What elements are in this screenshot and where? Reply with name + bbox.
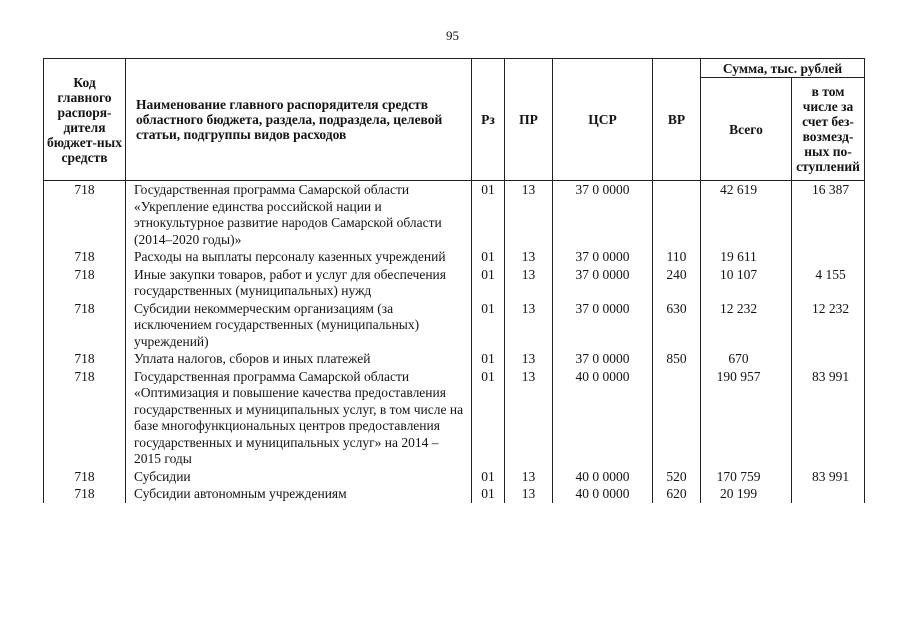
cell-vr: 240	[653, 266, 701, 300]
cell-pr: 13	[505, 350, 553, 368]
cell-code: 718	[44, 468, 126, 486]
cell-name: Субсидии некоммерческим организациям (за исключением государственных (муниципальных) учреждений)	[126, 300, 472, 351]
cell-rz: 01	[472, 350, 505, 368]
header-code: Код главного распоря-дителя бюджет-ных средств	[44, 59, 126, 181]
cell-grant: 12 232	[792, 300, 865, 351]
cell-csr: 37 0 0000	[553, 300, 653, 351]
cell-vr: 520	[653, 468, 701, 486]
header-vr: ВР	[653, 59, 701, 181]
cell-pr: 13	[505, 266, 553, 300]
cell-code: 718	[44, 266, 126, 300]
table-row	[44, 350, 865, 368]
table-row	[44, 181, 865, 249]
header-csr: ЦСР	[553, 59, 653, 181]
cell-vr: 630	[653, 300, 701, 351]
cell-rz: 01	[472, 248, 505, 266]
cell-pr: 13	[505, 300, 553, 351]
header-sum: Сумма, тыс. рублей	[701, 59, 865, 78]
cell-csr: 40 0 0000	[553, 468, 653, 486]
cell-name: Уплата налогов, сборов и иных платежей	[126, 350, 472, 368]
cell-csr: 37 0 0000	[553, 350, 653, 368]
table-row	[44, 485, 865, 503]
cell-total: 190 957	[701, 368, 792, 468]
cell-vr	[653, 368, 701, 468]
header-pr: ПР	[505, 59, 553, 181]
cell-pr: 13	[505, 248, 553, 266]
cell-name: Государственная программа Самарской области «Оптимизация и повышение качества предоставления государственных и муниципальных услуг, в том числе на базе многофункциональных центров предоставления государственных и муниципальных услуг» на 2014 – 2015 годы	[126, 368, 472, 468]
cell-total: 12 232	[701, 300, 792, 351]
cell-vr: 620	[653, 485, 701, 503]
page-number: 95	[446, 28, 459, 43]
cell-code: 718	[44, 248, 126, 266]
cell-total: 670	[701, 350, 792, 368]
cell-pr: 13	[505, 368, 553, 468]
cell-rz: 01	[472, 181, 505, 249]
cell-csr: 37 0 0000	[553, 266, 653, 300]
cell-vr	[653, 181, 701, 249]
cell-total: 20 199	[701, 485, 792, 503]
cell-code: 718	[44, 300, 126, 351]
header-grant: в том числе за счет без-возмезд-ных по-ступлений	[792, 78, 865, 181]
table-row	[44, 248, 865, 266]
cell-code: 718	[44, 181, 126, 249]
cell-rz: 01	[472, 266, 505, 300]
table-row	[44, 300, 865, 351]
cell-code: 718	[44, 350, 126, 368]
table-row	[44, 266, 865, 300]
cell-code: 718	[44, 485, 126, 503]
header-rz: Рз	[472, 59, 505, 181]
table-row	[44, 468, 865, 486]
table-row	[44, 368, 865, 468]
budget-table	[43, 58, 865, 503]
cell-pr: 13	[505, 468, 553, 486]
header-total: Всего	[701, 78, 792, 181]
cell-total: 19 611	[701, 248, 792, 266]
cell-grant: 4 155	[792, 266, 865, 300]
cell-total: 42 619	[701, 181, 792, 249]
cell-csr: 37 0 0000	[553, 181, 653, 249]
cell-rz: 01	[472, 300, 505, 351]
cell-name: Субсидии автономным учреждениям	[126, 485, 472, 503]
header-name: Наименование главного распорядителя средств областного бюджета, раздела, подраздела, целевой статьи, подгруппы видов расходов	[126, 59, 472, 181]
cell-name: Иные закупки товаров, работ и услуг для обеспечения государственных (муниципальных) нужд	[126, 266, 472, 300]
cell-grant: 83 991	[792, 368, 865, 468]
cell-grant	[792, 248, 865, 266]
cell-vr: 110	[653, 248, 701, 266]
cell-rz: 01	[472, 368, 505, 468]
cell-grant: 83 991	[792, 468, 865, 486]
cell-rz: 01	[472, 468, 505, 486]
cell-rz: 01	[472, 485, 505, 503]
cell-pr: 13	[505, 485, 553, 503]
cell-csr: 40 0 0000	[553, 368, 653, 468]
cell-vr: 850	[653, 350, 701, 368]
cell-csr: 37 0 0000	[553, 248, 653, 266]
cell-name: Расходы на выплаты персоналу казенных учреждений	[126, 248, 472, 266]
cell-grant	[792, 485, 865, 503]
cell-total: 170 759	[701, 468, 792, 486]
table-header	[44, 59, 865, 181]
cell-grant	[792, 350, 865, 368]
cell-pr: 13	[505, 181, 553, 249]
cell-name: Субсидии	[126, 468, 472, 486]
cell-total: 10 107	[701, 266, 792, 300]
cell-grant: 16 387	[792, 181, 865, 249]
cell-code: 718	[44, 368, 126, 468]
cell-name: Государственная программа Самарской области «Укрепление единства российской нации и этнокультурное развитие народов Самарской области (2014–2020 годы)»	[126, 181, 472, 249]
cell-csr: 40 0 0000	[553, 485, 653, 503]
